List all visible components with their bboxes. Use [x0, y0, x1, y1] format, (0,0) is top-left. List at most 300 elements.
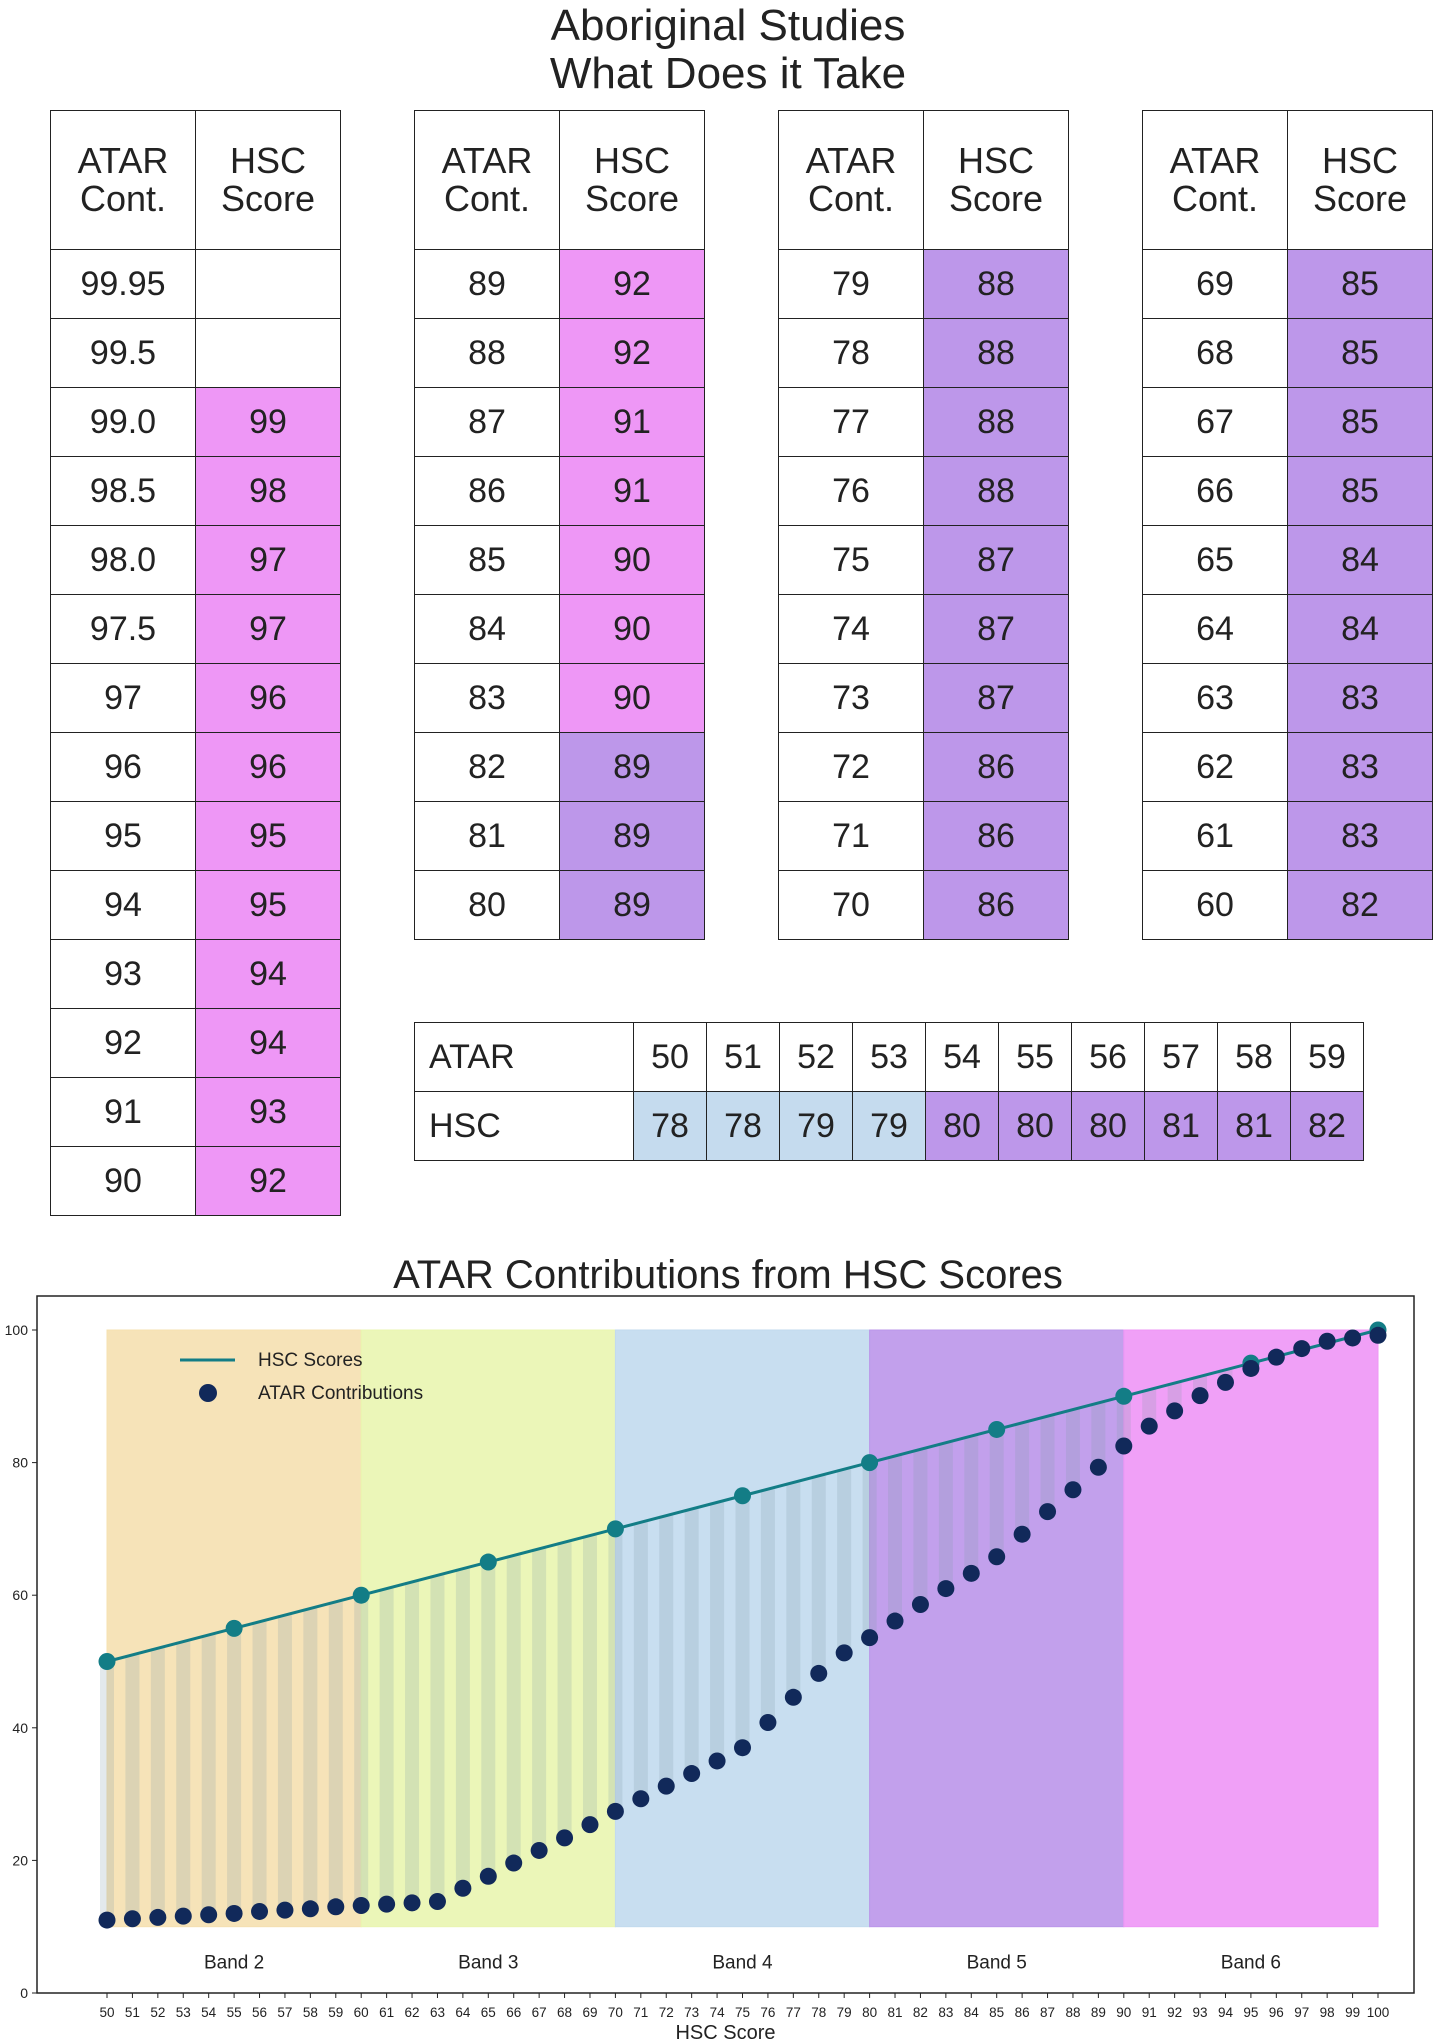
gap-bar — [456, 1569, 470, 1889]
table-row — [415, 250, 705, 319]
hsc-cell: 89 — [560, 802, 705, 871]
hsc-cell: 86 — [924, 802, 1069, 871]
hsc-cell: 86 — [924, 733, 1069, 802]
atar-row-label: ATAR — [415, 1023, 634, 1092]
hsc-cell: 98 — [196, 457, 341, 526]
gap-bar — [405, 1582, 419, 1903]
x-tick-label: 57 — [277, 2005, 293, 2020]
atar-contribution-point — [887, 1613, 904, 1630]
atar-cell: 62 — [1143, 733, 1288, 802]
hsc-cell: 89 — [560, 871, 705, 940]
atar-cell: 76 — [779, 457, 924, 526]
atar-cell: 66 — [1143, 457, 1288, 526]
gap-bar — [430, 1575, 444, 1901]
x-tick-label: 74 — [709, 2005, 725, 2020]
hsc-score-point — [1115, 1388, 1132, 1405]
gap-bar — [634, 1522, 648, 1798]
hsc-score-point — [734, 1487, 751, 1504]
atar-contribution-point — [505, 1855, 522, 1872]
table-row — [1143, 388, 1433, 457]
atar-contribution-point — [175, 1908, 192, 1925]
x-tick-label: 82 — [912, 2005, 928, 2020]
gap-bar — [532, 1549, 546, 1851]
table-row — [415, 595, 705, 664]
atar-contribution-point — [1319, 1333, 1336, 1350]
gap-bar — [685, 1509, 699, 1774]
hsc-header-cell — [1288, 111, 1433, 250]
table-row — [51, 1147, 341, 1216]
hsc-cell: 88 — [924, 388, 1069, 457]
atar-cell: 52 — [780, 1023, 853, 1092]
y-tick-label: 0 — [20, 1985, 28, 2001]
atar-cell: 99.5 — [51, 319, 196, 388]
atar-contribution-point — [988, 1548, 1005, 1565]
hsc-cell: 81 — [1145, 1092, 1218, 1161]
hsc-cell: 92 — [560, 250, 705, 319]
atar-cell: 50 — [634, 1023, 707, 1092]
atar-contribution-point — [149, 1909, 166, 1926]
atar-contribution-point — [429, 1893, 446, 1910]
x-tick-label: 80 — [862, 2005, 878, 2020]
atar-header-line: ATAR — [1169, 140, 1261, 181]
x-tick-label: 77 — [785, 2005, 801, 2020]
atar-cell: 73 — [779, 664, 924, 733]
hsc-score-point — [607, 1520, 624, 1537]
atar-cell: 67 — [1143, 388, 1288, 457]
atar-contribution-point — [810, 1665, 827, 1682]
table-row — [779, 457, 1069, 526]
table-row — [415, 871, 705, 940]
hsc-header-cell — [560, 111, 705, 250]
table-row — [779, 664, 1069, 733]
hsc-cell — [196, 319, 341, 388]
hsc-cell: 90 — [560, 595, 705, 664]
atar-cell: 98.0 — [51, 526, 196, 595]
table-row — [51, 595, 341, 664]
atar-cell: 81 — [415, 802, 560, 871]
gap-bar — [939, 1443, 953, 1589]
x-tick-label: 71 — [633, 2005, 649, 2020]
atar-contribution-point — [632, 1790, 649, 1807]
table-row — [779, 526, 1069, 595]
atar-cell: 87 — [415, 388, 560, 457]
atar-cell: 77 — [779, 388, 924, 457]
atar-hsc-table-col3 — [778, 110, 1069, 940]
atar-contribution-point — [759, 1714, 776, 1731]
band-label: Band 4 — [712, 1952, 773, 1974]
x-tick-label: 66 — [506, 2005, 522, 2020]
hsc-score-point — [353, 1587, 370, 1604]
hsc-cell: 84 — [1288, 526, 1433, 595]
atar-cell: 84 — [415, 595, 560, 664]
atar-cell: 85 — [415, 526, 560, 595]
atar-cell: 51 — [707, 1023, 780, 1092]
x-tick-label: 61 — [379, 2005, 395, 2020]
table-row — [779, 250, 1069, 319]
atar-contribution-point — [531, 1842, 548, 1859]
hsc-cell: 87 — [924, 664, 1069, 733]
atar-contribution-point — [1242, 1360, 1259, 1377]
hsc-cell: 83 — [1288, 802, 1433, 871]
gap-bar — [176, 1642, 190, 1916]
gap-bar — [329, 1602, 343, 1907]
atar-contribution-point — [378, 1896, 395, 1913]
atar-cell: 59 — [1291, 1023, 1364, 1092]
legend-hsc-scores: HSC Scores — [258, 1350, 363, 1371]
gap-bar — [303, 1608, 317, 1908]
table-row — [1143, 871, 1433, 940]
hsc-score-point — [861, 1454, 878, 1471]
atar-hsc-table-col1 — [50, 110, 341, 1216]
atar-cell: 72 — [779, 733, 924, 802]
atar-cell: 79 — [779, 250, 924, 319]
atar-cell: 60 — [1143, 871, 1288, 940]
table-row — [51, 940, 341, 1009]
hsc-cell: 97 — [196, 526, 341, 595]
band-rect — [870, 1330, 1124, 1927]
table-row — [51, 250, 341, 319]
x-tick-label: 67 — [531, 2005, 547, 2020]
gap-bar — [608, 1529, 622, 1811]
x-tick-label: 58 — [302, 2005, 318, 2020]
hsc-cell: 94 — [196, 1009, 341, 1078]
x-tick-label: 87 — [1040, 2005, 1056, 2020]
atar-cell: 54 — [926, 1023, 999, 1092]
atar-chart — [0, 1290, 1456, 2044]
table-row — [51, 1009, 341, 1078]
gap-bar — [786, 1482, 800, 1697]
table-row — [1143, 250, 1433, 319]
gap-bar — [863, 1463, 877, 1638]
atar-cell: 56 — [1072, 1023, 1145, 1092]
atar-cell: 63 — [1143, 664, 1288, 733]
gap-bar — [278, 1615, 292, 1910]
atar-header-cell — [51, 111, 196, 250]
x-tick-label: 75 — [734, 2005, 751, 2020]
x-tick-label: 91 — [1141, 2005, 1157, 2020]
hsc-cell: 92 — [196, 1147, 341, 1216]
gap-bar — [253, 1622, 267, 1912]
hsc-cell: 83 — [1288, 664, 1433, 733]
hsc-cell: 91 — [560, 388, 705, 457]
table-row — [415, 526, 705, 595]
atar-header-line: Cont. — [443, 178, 531, 219]
atar-cell: 97.5 — [51, 595, 196, 664]
x-tick-label: 96 — [1268, 2005, 1284, 2020]
x-tick-label: 86 — [1014, 2005, 1030, 2020]
hsc-cell: 87 — [924, 526, 1069, 595]
table-row — [415, 457, 705, 526]
atar-contribution-point — [251, 1903, 268, 1920]
hsc-cell: 81 — [1218, 1092, 1291, 1161]
x-tick-label: 56 — [252, 2005, 268, 2020]
hsc-cell: 97 — [196, 595, 341, 664]
y-tick-label: 60 — [12, 1587, 28, 1604]
hsc-cell: 99 — [196, 388, 341, 457]
atar-contribution-point — [1141, 1418, 1158, 1435]
hsc-header-line: HSC — [229, 140, 306, 181]
table-row — [779, 871, 1069, 940]
title-line-2: What Does it Take — [549, 49, 907, 98]
atar-hsc-table-col2 — [414, 110, 705, 940]
atar-contribution-point — [556, 1829, 573, 1846]
atar-contribution-point — [912, 1596, 929, 1613]
atar-contribution-point — [658, 1778, 675, 1795]
atar-cell: 95 — [51, 802, 196, 871]
hsc-header-line: Score — [1312, 178, 1408, 219]
table-row — [51, 871, 341, 940]
atar-contribution-point — [1115, 1438, 1132, 1455]
gap-bar — [202, 1635, 216, 1915]
table-row — [1143, 595, 1433, 664]
atar-contribution-point — [1014, 1526, 1031, 1543]
atar-contribution-point — [480, 1868, 497, 1885]
atar-cell: 83 — [415, 664, 560, 733]
atar-contribution-point — [1268, 1349, 1285, 1366]
atar-header-line: ATAR — [77, 140, 169, 181]
x-tick-label: 88 — [1065, 2005, 1081, 2020]
atar-cell: 99.0 — [51, 388, 196, 457]
hsc-cell — [196, 250, 341, 319]
x-tick-label: 54 — [201, 2005, 217, 2020]
y-tick-label: 100 — [4, 1322, 28, 1338]
hsc-header-line: HSC — [593, 140, 670, 181]
atar-contribution-point — [1217, 1374, 1234, 1391]
x-tick-label: 95 — [1243, 2005, 1259, 2020]
atar-header-cell — [1143, 111, 1288, 250]
x-tick-label: 99 — [1345, 2005, 1361, 2020]
table-row — [51, 733, 341, 802]
gap-bar — [227, 1628, 241, 1913]
x-tick-label: 64 — [455, 2005, 471, 2020]
atar-cell: 55 — [999, 1023, 1072, 1092]
atar-hsc-table-horizontal — [414, 1022, 1364, 1161]
gap-bar — [837, 1469, 851, 1653]
gap-bar — [507, 1555, 521, 1863]
gap-bar — [354, 1595, 368, 1905]
x-tick-label: 72 — [658, 2005, 674, 2020]
x-tick-label: 93 — [1192, 2005, 1208, 2020]
atar-header-cell — [415, 111, 560, 250]
hsc-cell: 92 — [560, 319, 705, 388]
hsc-cell: 82 — [1291, 1092, 1364, 1161]
atar-cell: 69 — [1143, 250, 1288, 319]
x-tick-label: 84 — [963, 2005, 979, 2020]
table-row — [1143, 319, 1433, 388]
atar-cell: 89 — [415, 250, 560, 319]
hsc-header-line: Score — [948, 178, 1044, 219]
atar-contribution-point — [404, 1894, 421, 1911]
atar-contribution-point — [581, 1816, 598, 1833]
band-label: Band 6 — [1220, 1952, 1282, 1974]
gap-bar — [100, 1662, 114, 1921]
hsc-cell: 89 — [560, 733, 705, 802]
band-label: Band 2 — [203, 1952, 265, 1974]
x-tick-label: 63 — [429, 2005, 445, 2020]
page-title — [0, 2, 1456, 98]
gap-bar — [710, 1502, 724, 1761]
atar-cell: 99.95 — [51, 250, 196, 319]
hsc-score-point — [99, 1653, 116, 1670]
gap-bar — [1015, 1423, 1029, 1534]
x-tick-label: 50 — [99, 2005, 115, 2020]
atar-contribution-point — [1370, 1327, 1387, 1344]
y-tick-label: 20 — [12, 1852, 28, 1869]
table-row — [51, 457, 341, 526]
hsc-header-line: HSC — [1321, 140, 1398, 181]
hsc-cell: 82 — [1288, 871, 1433, 940]
atar-header-line: Cont. — [1171, 178, 1259, 219]
hsc-cell: 85 — [1288, 319, 1433, 388]
atar-cell: 58 — [1218, 1023, 1291, 1092]
atar-contribution-point — [963, 1565, 980, 1582]
atar-cell: 88 — [415, 319, 560, 388]
x-tick-label: 94 — [1217, 2005, 1233, 2020]
x-tick-label: 51 — [124, 2005, 140, 2020]
atar-contribution-point — [861, 1629, 878, 1646]
atar-contribution-point — [1039, 1503, 1056, 1520]
x-tick-label: 60 — [353, 2005, 369, 2020]
atar-contribution-point — [353, 1897, 370, 1914]
atar-cell: 91 — [51, 1078, 196, 1147]
atar-contribution-point — [99, 1912, 116, 1929]
atar-contribution-point — [226, 1905, 243, 1922]
hsc-cell: 85 — [1288, 457, 1433, 526]
hsc-row-label: HSC — [415, 1092, 634, 1161]
x-tick-label: 98 — [1319, 2005, 1335, 2020]
x-tick-label: 65 — [480, 2005, 496, 2020]
legend-dot-swatch — [199, 1384, 217, 1402]
atar-cell: 64 — [1143, 595, 1288, 664]
hsc-cell: 80 — [999, 1092, 1072, 1161]
gap-bar — [151, 1648, 165, 1917]
atar-header-cell — [779, 111, 924, 250]
table-row — [1143, 664, 1433, 733]
x-tick-label: 85 — [989, 2005, 1005, 2020]
atar-cell: 53 — [853, 1023, 926, 1092]
atar-cell: 93 — [51, 940, 196, 1009]
atar-contribution-point — [1064, 1481, 1081, 1498]
gap-bar — [1066, 1410, 1080, 1490]
atar-cell: 75 — [779, 526, 924, 595]
atar-contribution-point — [607, 1803, 624, 1820]
legend-atar-contributions: ATAR Contributions — [258, 1383, 424, 1404]
table-row — [51, 388, 341, 457]
atar-header-line: Cont. — [807, 178, 895, 219]
hsc-cell: 95 — [196, 802, 341, 871]
atar-contribution-point — [327, 1898, 344, 1915]
atar-contribution-point — [454, 1880, 471, 1897]
gap-bar — [913, 1449, 927, 1604]
hsc-cell: 90 — [560, 526, 705, 595]
x-tick-label: 79 — [836, 2005, 852, 2020]
atar-header-line: ATAR — [805, 140, 897, 181]
x-tick-label: 97 — [1294, 2005, 1310, 2020]
gap-bar — [583, 1536, 597, 1825]
hsc-cell: 96 — [196, 733, 341, 802]
hsc-cell: 84 — [1288, 595, 1433, 664]
atar-cell: 74 — [779, 595, 924, 664]
gap-bar — [812, 1476, 826, 1674]
hsc-cell: 78 — [707, 1092, 780, 1161]
atar-contribution-point — [785, 1689, 802, 1706]
table-row — [415, 802, 705, 871]
hsc-cell: 88 — [924, 250, 1069, 319]
atar-cell: 94 — [51, 871, 196, 940]
hsc-cell: 91 — [560, 457, 705, 526]
hsc-cell: 80 — [1072, 1092, 1145, 1161]
atar-contribution-point — [200, 1906, 217, 1923]
x-tick-label: 70 — [607, 2005, 623, 2020]
atar-contribution-point — [709, 1752, 726, 1769]
atar-header-line: Cont. — [79, 178, 167, 219]
table-row — [415, 733, 705, 802]
atar-contribution-point — [734, 1739, 751, 1756]
table-row — [51, 802, 341, 871]
hsc-score-point — [226, 1620, 243, 1637]
atar-cell: 70 — [779, 871, 924, 940]
table-row — [779, 388, 1069, 457]
hsc-score-point — [988, 1421, 1005, 1438]
hsc-cell: 95 — [196, 871, 341, 940]
hsc-cell: 79 — [853, 1092, 926, 1161]
chart-title: ATAR Contributions from HSC Scores — [393, 1253, 1063, 1297]
atar-contribution-point — [276, 1902, 293, 1919]
band-label: Band 5 — [966, 1952, 1027, 1974]
table-row — [415, 388, 705, 457]
x-tick-label: 55 — [226, 2005, 242, 2020]
gap-bar — [990, 1429, 1004, 1556]
atar-cell: 90 — [51, 1147, 196, 1216]
hsc-header-line: HSC — [957, 140, 1034, 181]
table-row — [1143, 457, 1433, 526]
hsc-cell: 85 — [1288, 250, 1433, 319]
atar-contribution-point — [1344, 1329, 1361, 1346]
x-tick-label: 90 — [1116, 2005, 1132, 2020]
table-row — [779, 319, 1069, 388]
hsc-header-line: Score — [220, 178, 316, 219]
atar-cell: 92 — [51, 1009, 196, 1078]
atar-contribution-point — [683, 1765, 700, 1782]
x-tick-label: 92 — [1167, 2005, 1183, 2020]
hsc-cell: 88 — [924, 457, 1069, 526]
x-axis-label: HSC Score — [675, 2022, 776, 2044]
atar-contribution-point — [836, 1644, 853, 1661]
gap-bar — [1091, 1403, 1105, 1467]
atar-contribution-point — [937, 1580, 954, 1597]
atar-cell: 96 — [51, 733, 196, 802]
table-row — [779, 802, 1069, 871]
hsc-cell: 86 — [924, 871, 1069, 940]
atar-contribution-point — [1192, 1387, 1209, 1404]
table-row — [1143, 802, 1433, 871]
x-tick-label: 100 — [1366, 2005, 1390, 2020]
x-tick-label: 76 — [760, 2005, 776, 2020]
hsc-cell: 87 — [924, 595, 1069, 664]
atar-cell: 82 — [415, 733, 560, 802]
hsc-cell: 96 — [196, 664, 341, 733]
x-tick-label: 78 — [811, 2005, 827, 2020]
gap-bar — [125, 1655, 139, 1919]
atar-contribution-point — [124, 1910, 141, 1927]
atar-cell: 71 — [779, 802, 924, 871]
x-tick-label: 68 — [557, 2005, 573, 2020]
hsc-cell: 78 — [634, 1092, 707, 1161]
hsc-cell: 79 — [780, 1092, 853, 1161]
hsc-cell: 94 — [196, 940, 341, 1009]
atar-contribution-point — [1090, 1459, 1107, 1476]
x-tick-label: 59 — [328, 2005, 344, 2020]
